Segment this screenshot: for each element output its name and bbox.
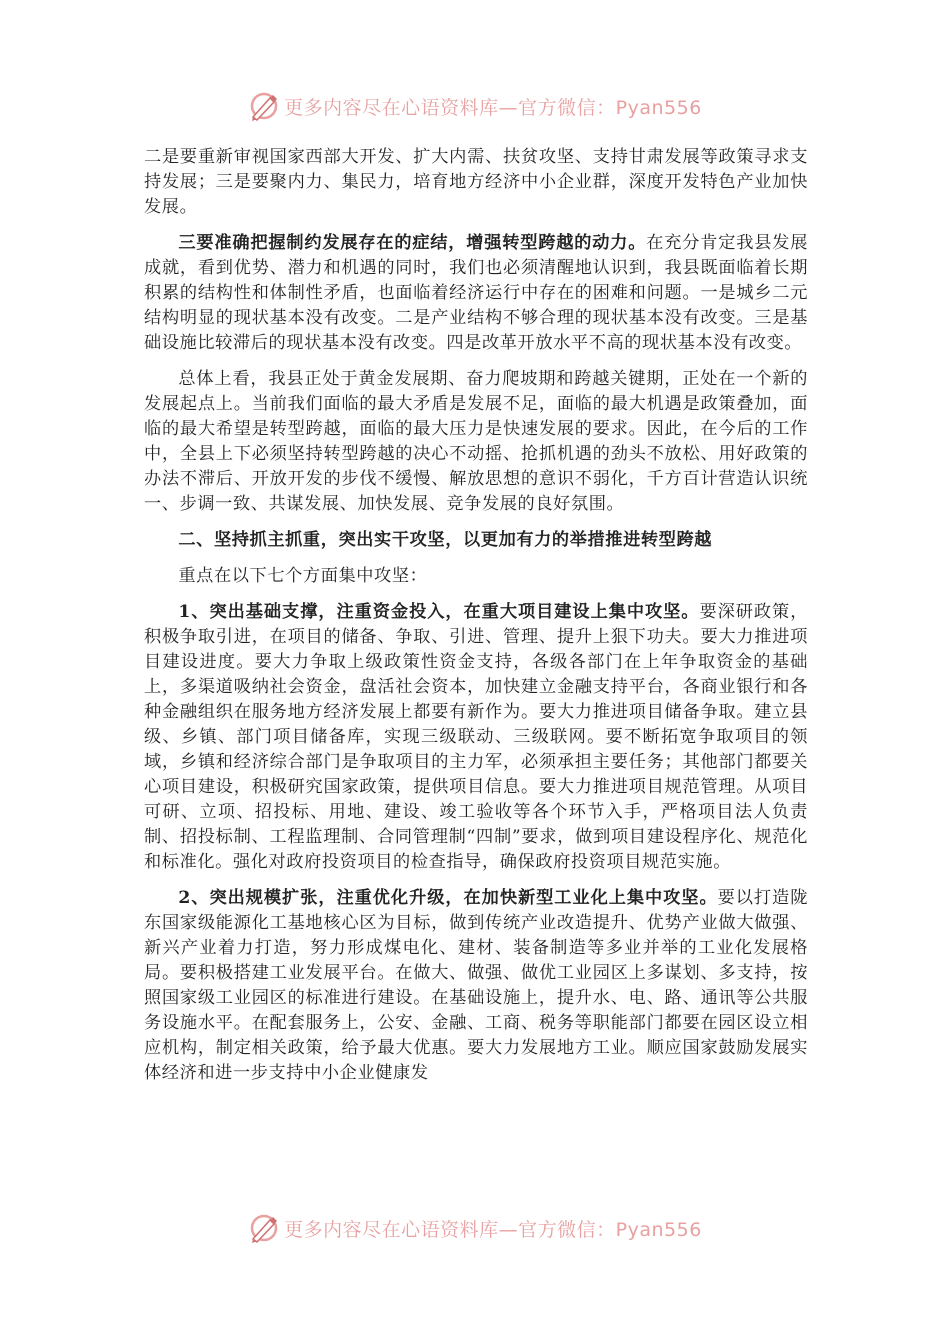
paragraph (144, 564, 808, 589)
paragraph-text: 重点在以下七个方面集中攻坚： (178, 566, 428, 586)
paragraph (144, 145, 808, 220)
header-banner (0, 86, 950, 126)
paragraph-text: 总体上看，我县正处于黄金发展期、奋力爬坡期和跨越关键期，正处在一个新的发展起点上。当前我们面临的最大矛盾是发展不足，面临的最大机遇是政策叠加，面临的最大希望是转型跨越，面临的最大压力是快速发展的要求。因此，在今后的工作中，全县上下必须坚持转型跨越的决心不动摇、抢抓机遇的劲头不放松、用好政策的办法不滞后、开放开发的步伐不缓慢、解放思想的意识不弱化，千方百计营造认识统一、步调一致、共谋发展、加快发展、竞争发展的良好氛围。 (144, 369, 808, 514)
pen-logo-icon (248, 1212, 280, 1244)
footer-banner-text: 更多内容尽在心语资料库—官方微信：Pyan556 (284, 1218, 702, 1241)
paragraph-text: 要以打造陇东国家级能源化工基地核心区为目标，做到传统产业改造提升、优势产业做大做强、新兴产业着力打造，努力形成煤电化、建材、装备制造等多业并举的工业化发展格局。要积极搭建工业发展平台。在做大、做强、做优工业园区上多谋划、多支持，按照国家级工业园区的标准进行建设。在基础设施上，提升水、电、路、通讯等公共服务设施水平。在配套服务上，公安、金融、工商、税务等职能部门都要在园区设立相应机构，制定相关政策，给予最大优惠。要大力发展地方工业。顺应国家鼓励发展实体经济和进一步支持中小企业健康发 (144, 888, 808, 1083)
header-banner-text: 更多内容尽在心语资料库—官方微信：Pyan556 (284, 96, 702, 119)
footer-banner (0, 1208, 950, 1248)
paragraph-lead: 2、突出规模扩张，注重优化升级，在加快新型工业化上集中攻坚。 (178, 888, 718, 908)
section-heading (144, 528, 808, 553)
section-heading-text: 二、坚持抓主抓重，突出实干攻坚，以更加有力的举措推进转型跨越 (178, 530, 713, 550)
document-body (144, 145, 808, 1086)
paragraph (144, 367, 808, 517)
paragraph-text: 二是要重新审视国家西部大开发、扩大内需、扶贫攻坚、支持甘肃发展等政策寻求支持发展；三是要聚内力、集民力，培育地方经济中小企业群，深度开发特色产业加快发展。 (144, 147, 808, 217)
pen-logo-icon (248, 90, 280, 122)
paragraph-text: 要深研政策，积极争取引进，在项目的储备、争取、引进、管理、提升上狠下功夫。要大力推进项目建设进度。要大力争取上级政策性资金支持，各级各部门在上年争取资金的基础上，多渠道吸纳社会资金，盘活社会资本，加快建立金融支持平台，各商业银行和各种金融组织在服务地方经济发展上都要有新作为。要大力推进项目储备争取。建立县级、乡镇、部门项目储备库，实现三级联动、三级联网。要不断拓宽争取项目的领域，乡镇和经济综合部门是争取项目的主力军，必须承担主要任务；其他部门都要关心项目建设，积极研究国家政策，提供项目信息。要大力推进项目规范管理。从项目可研、立项、招投标、用地、建设、竣工验收等各个环节入手，严格项目法人负责制、招投标制、工程监理制、合同管理制“四制”要求，做到项目建设程序化、规范化和标准化。强化对政府投资项目的检查指导，确保政府投资项目规范实施。 (144, 602, 808, 872)
paragraph-lead: 1、突出基础支撑，注重资金投入，在重大项目建设上集中攻坚。 (178, 602, 700, 622)
paragraph (144, 600, 808, 875)
paragraph (144, 231, 808, 356)
paragraph-text: 在充分肯定我县发展成就，看到优势、潜力和机遇的同时，我们也必须清醒地认识到，我县既面临着长期积累的结构性和体制性矛盾，也面临着经济运行中存在的困难和问题。一是城乡二元结构明显的现状基本没有改变。二是产业结构不够合理的现状基本没有改变。三是基础设施比较滞后的现状基本没有改变。四是改革开放水平不高的现状基本没有改变。 (144, 233, 808, 353)
paragraph (144, 886, 808, 1086)
paragraph-lead: 三要准确把握制约发展存在的症结，增强转型跨越的动力。 (178, 233, 647, 253)
